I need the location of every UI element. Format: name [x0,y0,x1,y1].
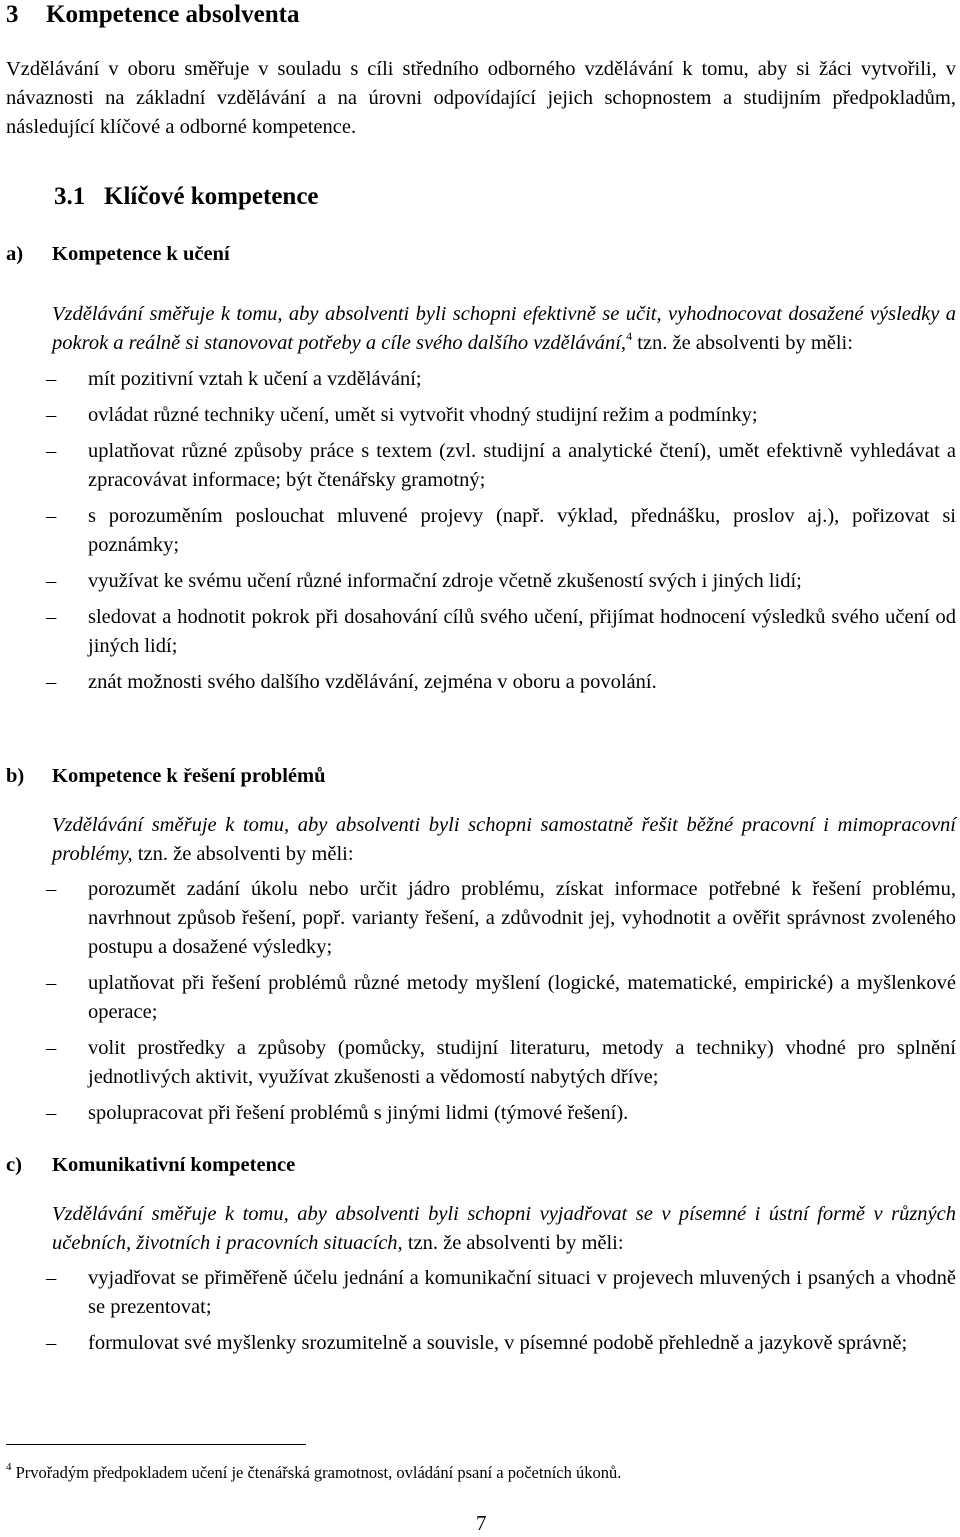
intro-paragraph: Vzdělávání v oboru směřuje v souladu s cíli středního odborného vzdělávání k tomu, aby si žáci vytvořili, v návaznosti na základní vzdělávání a na úrovni odpovídající jejich schopnostem a studijním předpokladům, následující klíčové a odborné kompetence. [6,58,956,138]
list-item [6,567,956,596]
competence-lead-rest: tzn. že absolventi by měli: [132,843,354,865]
list-item-text: znát možnosti svého dalšího vzdělávání, zejména v oboru a povolání. [88,671,657,693]
competence-section-communication [6,1151,956,1358]
list-item-text: mít pozitivní vztah k učení a vzdělávání; [88,368,422,390]
list-item-text: vyjadřovat se přiměřeně účelu jednání a komunikační situaci v projevech mluvených i psaných a vhodně se prezentovat; [88,1267,956,1318]
list-item [6,437,956,495]
footnote-text: Prvořadým předpokladem učení je čtenářská gramotnost, ovládání psaní a početních úkonů. [11,1463,622,1482]
list-item [6,1034,956,1092]
competence-title: Kompetence k řešení problémů [52,765,326,787]
list-item [6,1099,956,1128]
list-item-text: spolupracovat při řešení problémů s jinými lidmi (týmové řešení). [88,1102,629,1124]
dash-bullet: – [46,368,57,390]
dash-bullet: – [46,972,57,994]
list-item-text: uplatňovat při řešení problémů různé metody myšlení (logické, matematické, empirické) a myšlenkové operace; [88,972,956,1023]
dash-bullet: – [46,1037,57,1059]
dash-bullet: – [46,606,57,628]
competence-title: Kompetence k učení [52,243,230,265]
dash-bullet: – [46,440,57,462]
competence-lead-italic: Vzdělávání směřuje k tomu, aby absolventi byli schopni samostatně řešit běžné pracovní i mimopracovní problémy, [52,814,956,865]
dash-bullet: – [46,1332,57,1354]
competence-lead-italic: Vzdělávání směřuje k tomu, aby absolventi byli schopni efektivně se učit, vyhodnocovat dosažené výsledky a pokrok a reálně si stanovovat potřeby a cíle svého dalšího vzdělávání, [52,303,956,354]
dash-bullet: – [46,570,57,592]
list-item [6,668,956,697]
competence-list [6,365,956,697]
dash-bullet: – [46,671,57,693]
chapter-number: 3 [6,1,19,28]
list-item-text: uplatňovat různé způsoby práce s textem (zvl. studijní a analytické čtení), umět efektivně vyhledávat a zpracovávat informace; být čtenářsky gramotný; [88,440,956,491]
list-item [6,1329,956,1358]
competence-lead-italic: Vzdělávání směřuje k tomu, aby absolventi byli schopni vyjadřovat se v písemné i ústní formě v různých učebních, životních i pracovních situacích, [52,1203,956,1254]
competence-letter: a) [6,243,24,265]
competence-lead [52,1200,956,1258]
page-number: 7 [476,1511,487,1535]
competence-letter: c) [6,1154,22,1176]
list-item-text: využívat ke svému učení různé informační zdroje včetně zkušeností svých i jiných lidí; [88,570,802,592]
footnote-separator [6,1444,306,1445]
footnote-reference: 4 [626,329,633,343]
list-item-text: ovládat různé techniky učení, umět si vytvořit vhodný studijní režim a podmínky; [88,404,758,426]
competence-section-problem-solving [6,762,956,1128]
competence-heading [6,1151,956,1180]
competence-heading [6,762,956,791]
section-heading [54,181,319,213]
footnote [6,1462,621,1484]
competence-heading [6,240,956,269]
chapter-heading [6,0,299,30]
list-item-text: sledovat a hodnotit pokrok při dosahování cílů svého učení, přijímat hodnocení výsledků svého učení od jiných lidí; [88,606,956,657]
competence-lead [52,300,956,358]
dash-bullet: – [46,1267,57,1289]
dash-bullet: – [46,878,57,900]
chapter-title: Kompetence absolventa [46,1,300,28]
competence-title: Komunikativní kompetence [52,1154,296,1176]
list-item [6,365,956,394]
list-item [6,969,956,1027]
section-title: Klíčové kompetence [104,183,319,210]
list-item [6,1264,956,1322]
list-item [6,502,956,560]
list-item-text: porozumět zadání úkolu nebo určit jádro problému, získat informace potřebné k řešení problému, navrhnout způsob řešení, popř. varianty řešení, a zdůvodnit jej, vyhodnotit a ověřit správnost zvoleného postupu a dosažené výsledky; [88,878,956,958]
dash-bullet: – [46,404,57,426]
competence-lead-rest: tzn. že absolventi by měli: [632,332,853,354]
competence-lead-rest: tzn. že absolventi by měli: [402,1232,624,1254]
list-item-text: formulovat své myšlenky srozumitelně a souvisle, v písemné podobě přehledně a jazykově správně; [88,1332,908,1354]
competence-lead [52,811,956,869]
competence-letter: b) [6,765,25,787]
competence-list [6,875,956,1128]
list-item-text: volit prostředky a způsoby (pomůcky, studijní literaturu, metody a techniky) vhodné pro splnění jednotlivých aktivit, využívat zkušenosti a vědomostí nabytých dříve; [88,1037,956,1088]
list-item-text: s porozuměním poslouchat mluvené projevy (např. výklad, přednášku, proslov aj.), pořizovat si poznámky; [88,505,956,556]
competence-list [6,1264,956,1358]
dash-bullet: – [46,1102,57,1124]
section-number: 3.1 [54,183,86,210]
competence-section-learning [6,240,956,697]
list-item [6,875,956,962]
list-item [6,603,956,661]
footnote-mark: 4 [6,1461,12,1473]
list-item [6,401,956,430]
dash-bullet: – [46,505,57,527]
